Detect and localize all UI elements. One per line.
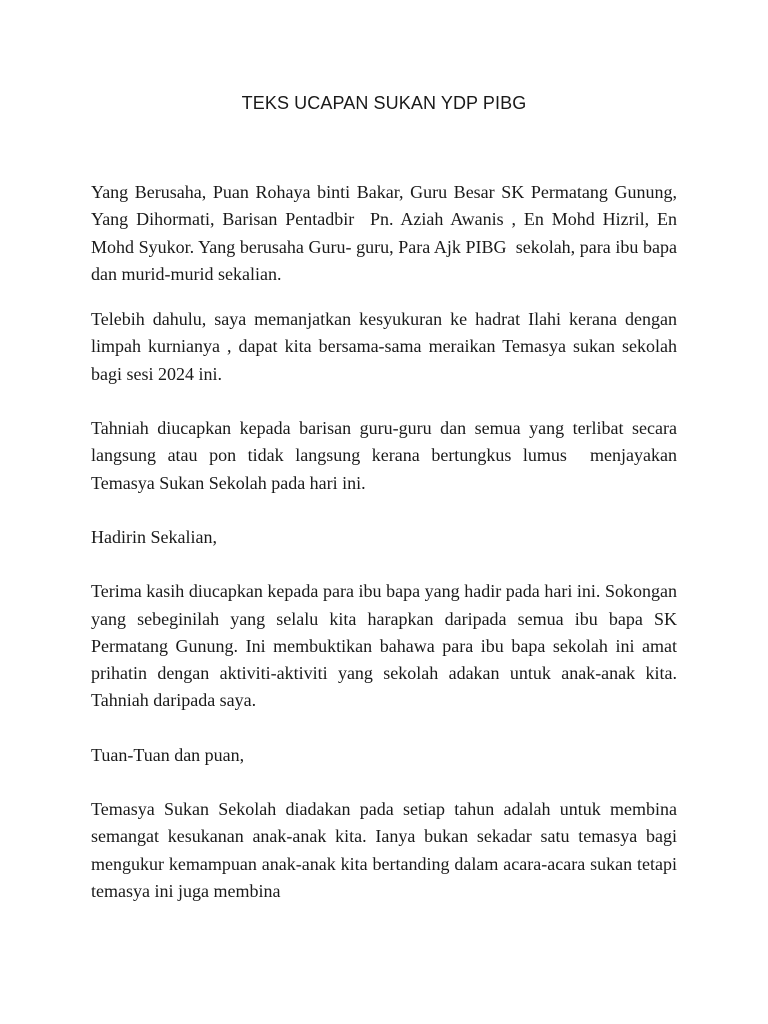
paragraph-spacer — [91, 497, 677, 524]
document-body — [91, 179, 695, 905]
paragraph-greeting: Yang Berusaha, Puan Rohaya binti Bakar, Guru Besar SK Permatang Gunung, Yang Dihormati, Barisan Pentadbir Pn. Aziah Awanis , En Mohd Hizril, En Mohd Syukor. Yang berusaha Guru- guru, Para Ajk PIBG sekolah, para ibu bapa dan murid-murid sekalian. — [91, 182, 695, 284]
paragraph-spacer — [91, 769, 677, 796]
document-title: TEKS UCAPAN SUKAN YDP PIBG — [241, 93, 527, 113]
paragraph-spacer — [91, 388, 677, 415]
paragraph-address-audience: Hadirin Sekalian, — [91, 526, 217, 547]
paragraph-spacer — [91, 288, 677, 306]
paragraph-thanks-parents: Terima kasih diucapkan kepada para ibu bapa yang hadir pada hari ini. Sokongan yang sebeginilah yang selalu kita harapkan daripada semua ibu bapa SK Permatang Gunung. Ini membuktikan bahawa para ibu bapa sekolah ini amat prihatin dengan aktiviti-aktiviti yang sekolah adakan untuk anak-anak kita. Tahniah daripada saya. — [91, 581, 682, 711]
paragraph-congratulations: Tahniah diucapkan kepada barisan guru-guru dan semua yang terlibat secara langsung atau pon tidak langsung kerana bertungkus lumus menjayakan Temasya Sukan Sekolah pada hari ini. — [91, 418, 682, 493]
paragraph-gratitude: Telebih dahulu, saya memanjatkan kesyukuran ke hadrat Ilahi kerana dengan limpah kurnianya , dapat kita bersama-sama meraikan Temasya sukan sekolah bagi sesi 2024 ini. — [91, 309, 682, 384]
paragraph-spacer — [91, 551, 677, 578]
paragraph-spacer — [91, 715, 677, 742]
paragraph-address-guests: Tuan-Tuan dan puan, — [91, 744, 245, 765]
paragraph-sports-purpose: Temasya Sukan Sekolah diadakan pada setiap tahun adalah untuk membina semangat kesukanan anak-anak kita. Ianya bukan sekadar satu temasya bagi mengukur kemampuan anak-anak kita bertanding dalam acara-acara sukan tetapi temasya ini juga membina — [91, 799, 682, 901]
